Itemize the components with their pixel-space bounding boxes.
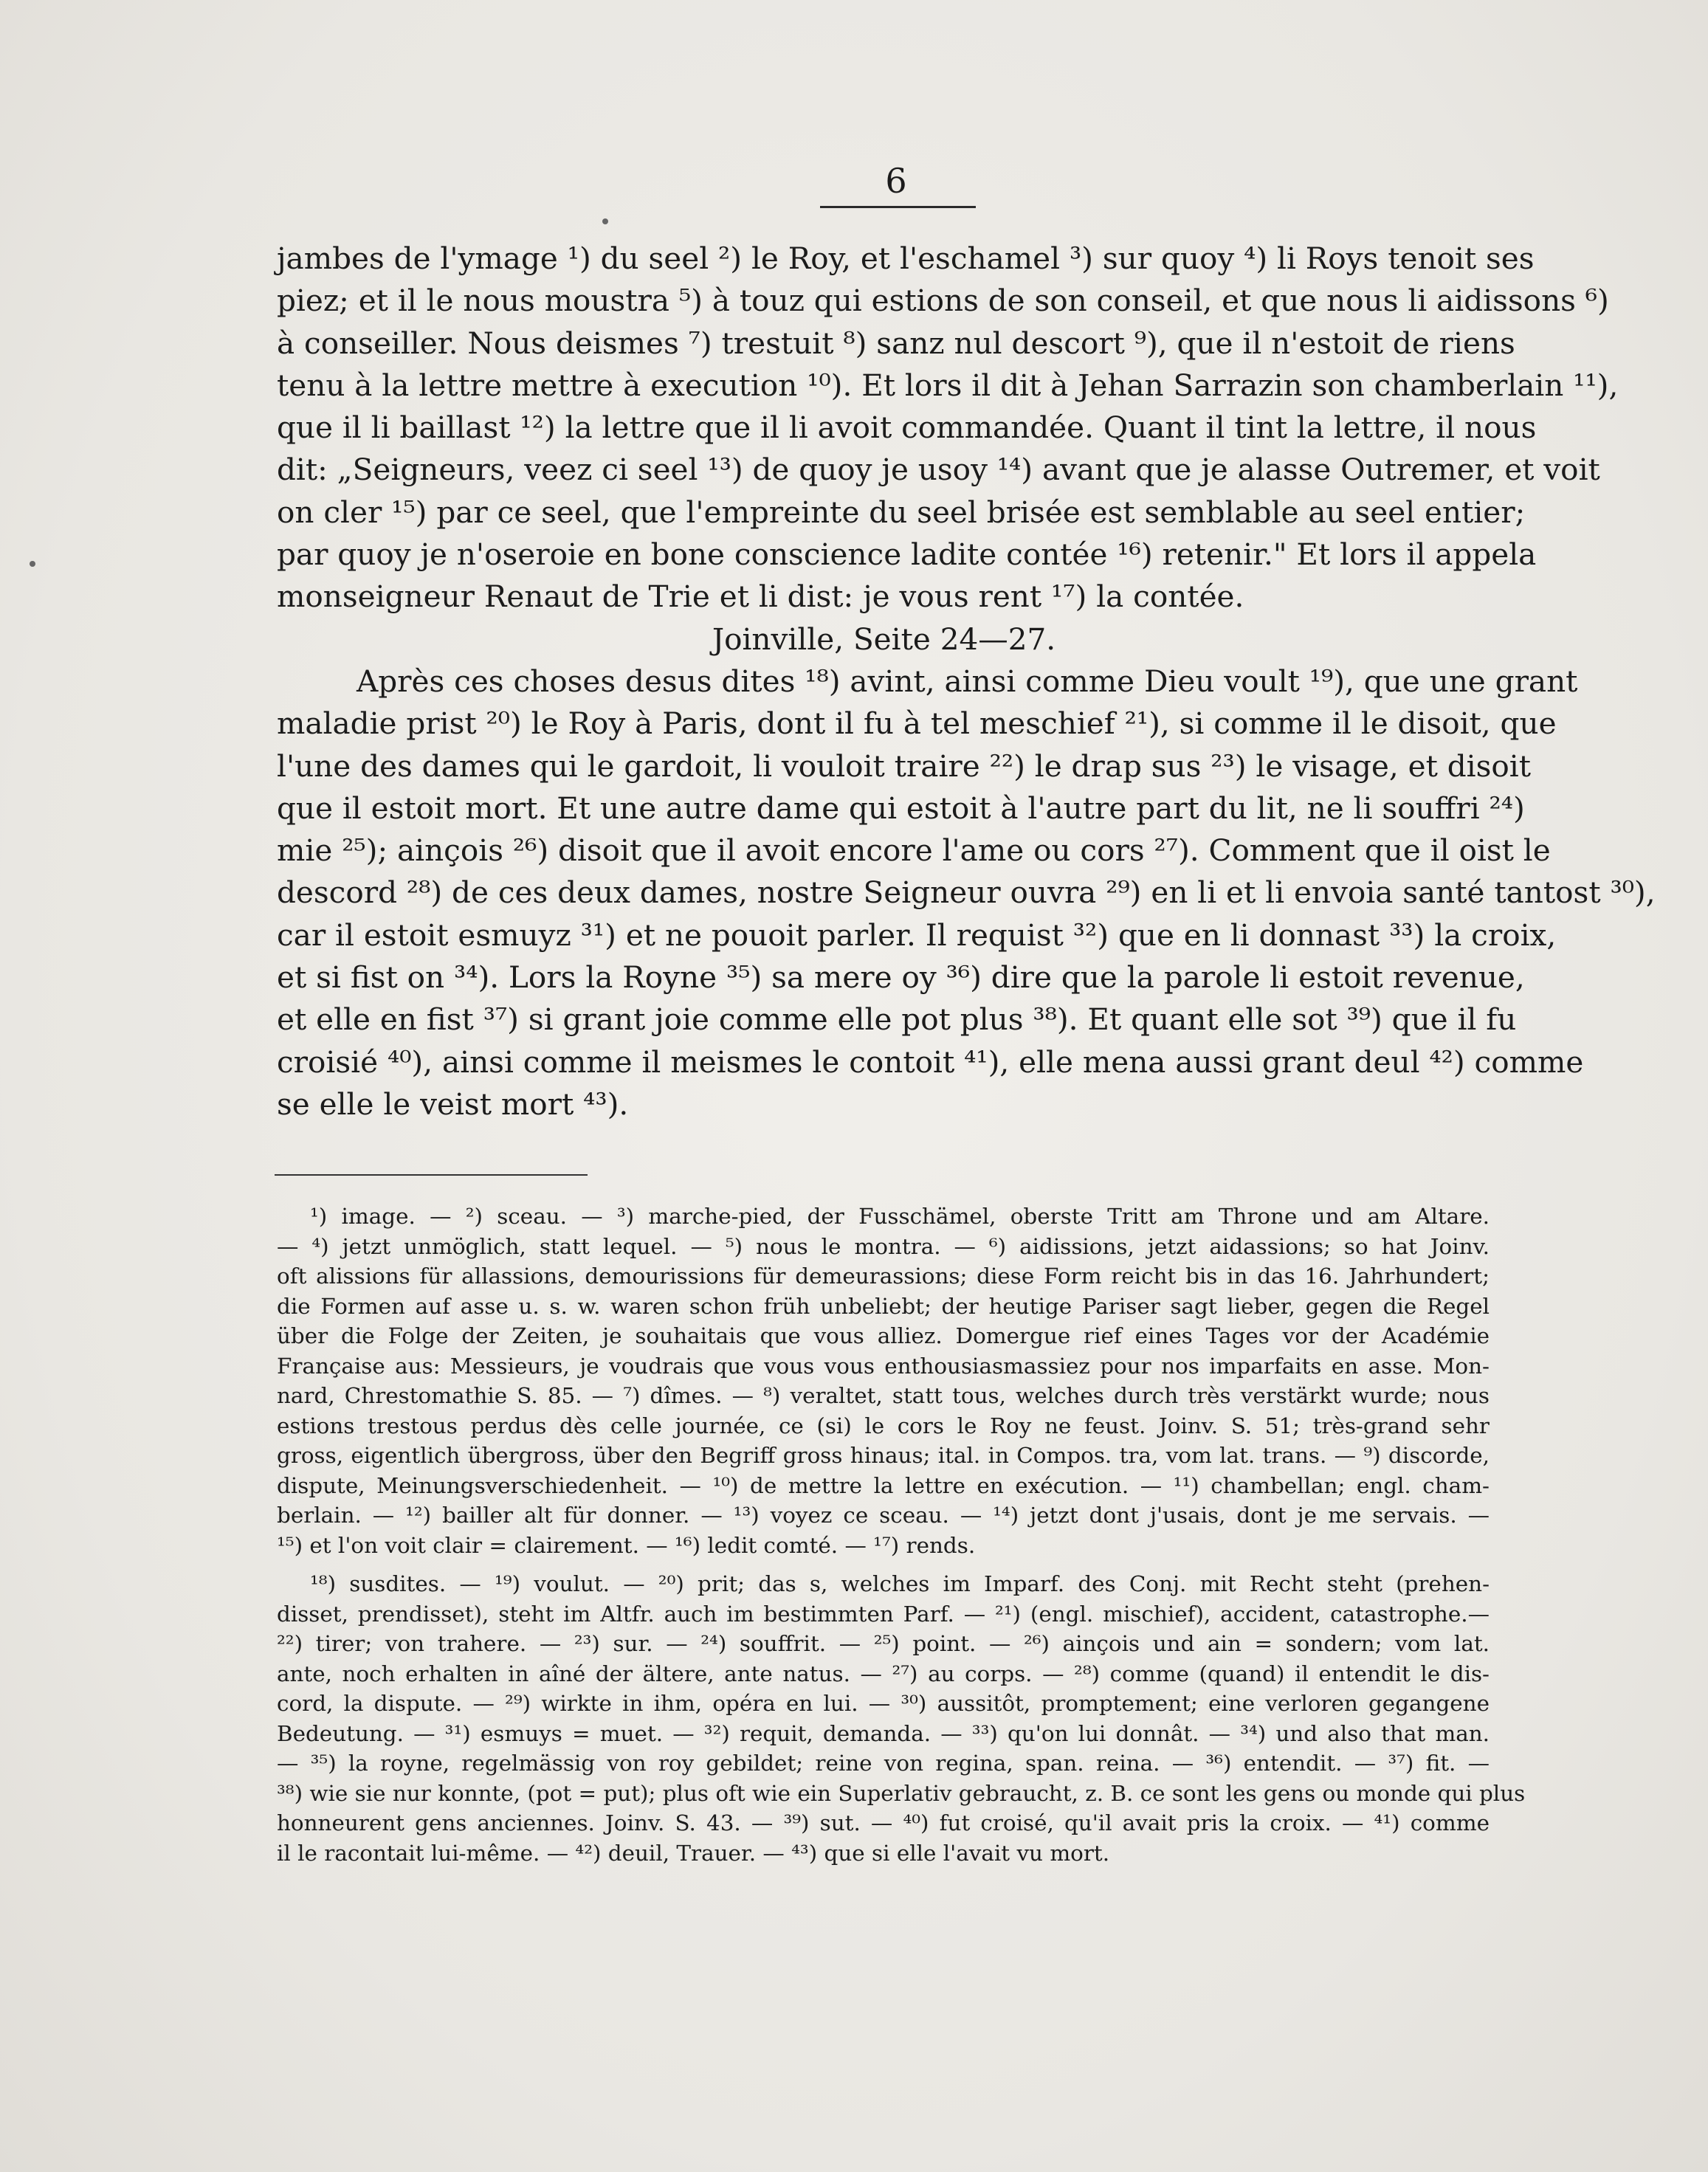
footnote-line: über die Folge der Zeiten, je souhaitais que vous alliez. Domergue rief eines Tages vor der Académie	[277, 1323, 1490, 1348]
footnote-line: — ⁴) jetzt unmöglich, statt lequel. — ⁵) nous le montra. — ⁶) aidissions, jetzt aidassions; so hat Joinv.	[277, 1233, 1490, 1259]
footnote-line: ante, noch erhalten in aîné der ältere, ante natus. — ²⁷) au corps. — ²⁸) comme (quand) il entendit le dis-	[277, 1661, 1490, 1686]
speck-mark	[30, 561, 35, 567]
text-line: l'une des dames qui le gardoit, li vouloit traire ²²) le drap sus ²³) le visage, et disoit	[277, 748, 1532, 784]
footnote-line: ²²) tirer; von trahere. — ²³) sur. — ²⁴) souffrit. — ²⁵) point. — ²⁶) ainçois und ain = sondern; vom lat.	[277, 1631, 1490, 1656]
text-line: maladie prist ²⁰) le Roy à Paris, dont il fu à tel meschief ²¹), si comme il le disoit, que	[277, 706, 1557, 742]
text-line: monseigneur Renaut de Trie et li dist: je vous rent ¹⁷) la contée.	[277, 579, 1244, 615]
text-line: descord ²⁸) de ces deux dames, nostre Seigneur ouvra ²⁹) en li et li envoia santé tantost ³⁰),	[277, 875, 1656, 911]
footnote-line: ¹⁵) et l'on voit clair = clairement. — ¹⁶) ledit comté. — ¹⁷) rends.	[277, 1532, 976, 1558]
footnote-line: il le racontait lui-même. — ⁴²) deuil, Trauer. — ⁴³) que si elle l'avait vu mort.	[277, 1840, 1110, 1866]
footnote-gap	[277, 1560, 1490, 1569]
footnote-line: disset, prendisset), steht im Altfr. auch im bestimmten Parf. — ²¹) (engl. mischief), accident, catastrophe.—	[277, 1601, 1490, 1627]
footnote-line: dispute, Meinungsverschiedenheit. — ¹⁰) de mettre la lettre en exécution. — ¹¹) chambellan; engl. cham-	[277, 1472, 1490, 1498]
text-line: à conseiller. Nous deismes ⁷) trestuit ⁸) sanz nul descort ⁹), que il n'estoit de riens	[277, 325, 1515, 361]
text-line: et elle en fist ³⁷) si grant joie comme elle pot plus ³⁸). Et quant elle sot ³⁹) que il fu	[277, 1001, 1517, 1038]
text-line: que il li baillast ¹²) la lettre que il li avoit commandée. Quant il tint la lettre, il nous	[277, 410, 1537, 446]
footnote-line: ³⁸) wie sie nur konnte, (pot = put); plus oft wie ein Superlativ gebraucht, z. B. ce sont les gens ou monde qui plus	[277, 1780, 1526, 1806]
header-rule	[820, 206, 976, 208]
text-line: tenu à la lettre mettre à execution ¹⁰). Et lors il dit à Jehan Sarrazin son chamberlain ¹¹),	[277, 367, 1619, 403]
text-line: croisié ⁴⁰), ainsi comme il meismes le contoit ⁴¹), elle mena aussi grant deul ⁴²) comme	[277, 1044, 1584, 1080]
footnote-line: Bedeutung. — ³¹) esmuys = muet. — ³²) requit, demanda. — ³³) qu'on lui donnât. — ³⁴) und also that man.	[277, 1720, 1490, 1746]
source-reference: Joinville, Seite 24—27.	[712, 621, 1056, 657]
text-line: piez; et il le nous moustra ⁵) à touz qui estions de son conseil, et que nous li aidissons ⁶)	[277, 283, 1609, 319]
text-line: et si fist on ³⁴). Lors la Royne ³⁵) sa mere oy ³⁶) dire que la parole li estoit revenue,	[277, 959, 1525, 996]
text-line: dit: „Seigneurs, veez ci seel ¹³) de quoy je usoy ¹⁴) avant que je alasse Outremer, et voit	[277, 452, 1600, 488]
footnote-line: honneurent gens anciennes. Joinv. S. 43. — ³⁹) sut. — ⁴⁰) fut croisé, qu'il avait pris la croix. — ⁴¹) comme	[277, 1810, 1490, 1835]
footnote-line: cord, la dispute. — ²⁹) wirkte in ihm, opéra en lui. — ³⁰) aussitôt, promptement; eine verloren gegangene	[277, 1691, 1490, 1716]
footnote-line: gross, eigentlich übergross, über den Begriff gross hinaus; ital. in Compos. tra, vom lat. trans. — ⁹) discorde,	[277, 1443, 1490, 1468]
text-line: se elle le veist mort ⁴³).	[277, 1086, 629, 1122]
page-number: 6	[885, 161, 907, 201]
footnote-line: ¹) image. — ²) sceau. — ³) marche-pied, der Fusschämel, oberste Tritt am Throne und am Altare.	[310, 1204, 1490, 1229]
text-line: par quoy je n'oseroie en bone conscience ladite contée ¹⁶) retenir." Et lors il appela	[277, 537, 1537, 573]
text-line: jambes de l'ymage ¹) du seel ²) le Roy, et l'eschamel ³) sur quoy ⁴) li Roys tenoit ses	[277, 241, 1535, 276]
speck-mark	[602, 218, 608, 224]
footnote-line: estions trestous perdus dès celle journée, ce (si) le cors le Roy ne feust. Joinv. S. 51; très-grand sehr	[277, 1413, 1490, 1438]
text-line: que il estoit mort. Et une autre dame qui estoit à l'autre part du lit, ne li souffri ²⁴)	[277, 790, 1525, 826]
main-text	[277, 238, 1656, 1125]
text-line: mie ²⁵); ainçois ²⁶) disoit que il avoit encore l'ame ou cors ²⁷). Comment que il oist le	[277, 832, 1551, 869]
text-line: Après ces choses desus dites ¹⁸) avint, ainsi comme Dieu voult ¹⁹), que une grant	[357, 663, 1578, 699]
footnote-line: berlain. — ¹²) bailler alt für donner. — ¹³) voyez ce sceau. — ¹⁴) jetzt dont j'usais, dont je me servais. —	[277, 1503, 1490, 1528]
footnote-line: ¹⁸) susdites. — ¹⁹) voulut. — ²⁰) prit; das s, welches im Imparf. des Conj. mit Recht steht (prehen-	[310, 1571, 1490, 1596]
text-line: on cler ¹⁵) par ce seel, que l'empreinte du seel brisée est semblable au seel entier;	[277, 494, 1526, 530]
footnote-line: die Formen auf asse u. s. w. waren schon früh unbeliebt; der heutige Pariser sagt lieber, gegen die Regel	[277, 1293, 1490, 1319]
footnote-line: oft alissions für allassions, demourissions für demeurassions; diese Form reicht bis in das 16. Jahrhundert;	[277, 1263, 1490, 1289]
footnote-rule	[275, 1174, 588, 1176]
footnote-line: Française aus: Messieurs, je voudrais que vous vous enthousiasmassiez pour nos imparfaits en asse. Mon-	[277, 1353, 1490, 1379]
text-line: car il estoit esmuyz ³¹) et ne pouoit parler. Il requist ³²) que en li donnast ³³) la croix,	[277, 917, 1557, 953]
footnote-line: nard, Chrestomathie S. 85. — ⁷) dîmes. — ⁸) veraltet, statt tous, welches durch très verstärkt wurde; nous	[277, 1383, 1490, 1408]
footnote-line: — ³⁵) la royne, regelmässig von roy gebildet; reine von regina, span. reina. — ³⁶) entendit. — ³⁷) fit. —	[277, 1751, 1490, 1776]
footnotes	[277, 1202, 1526, 1868]
